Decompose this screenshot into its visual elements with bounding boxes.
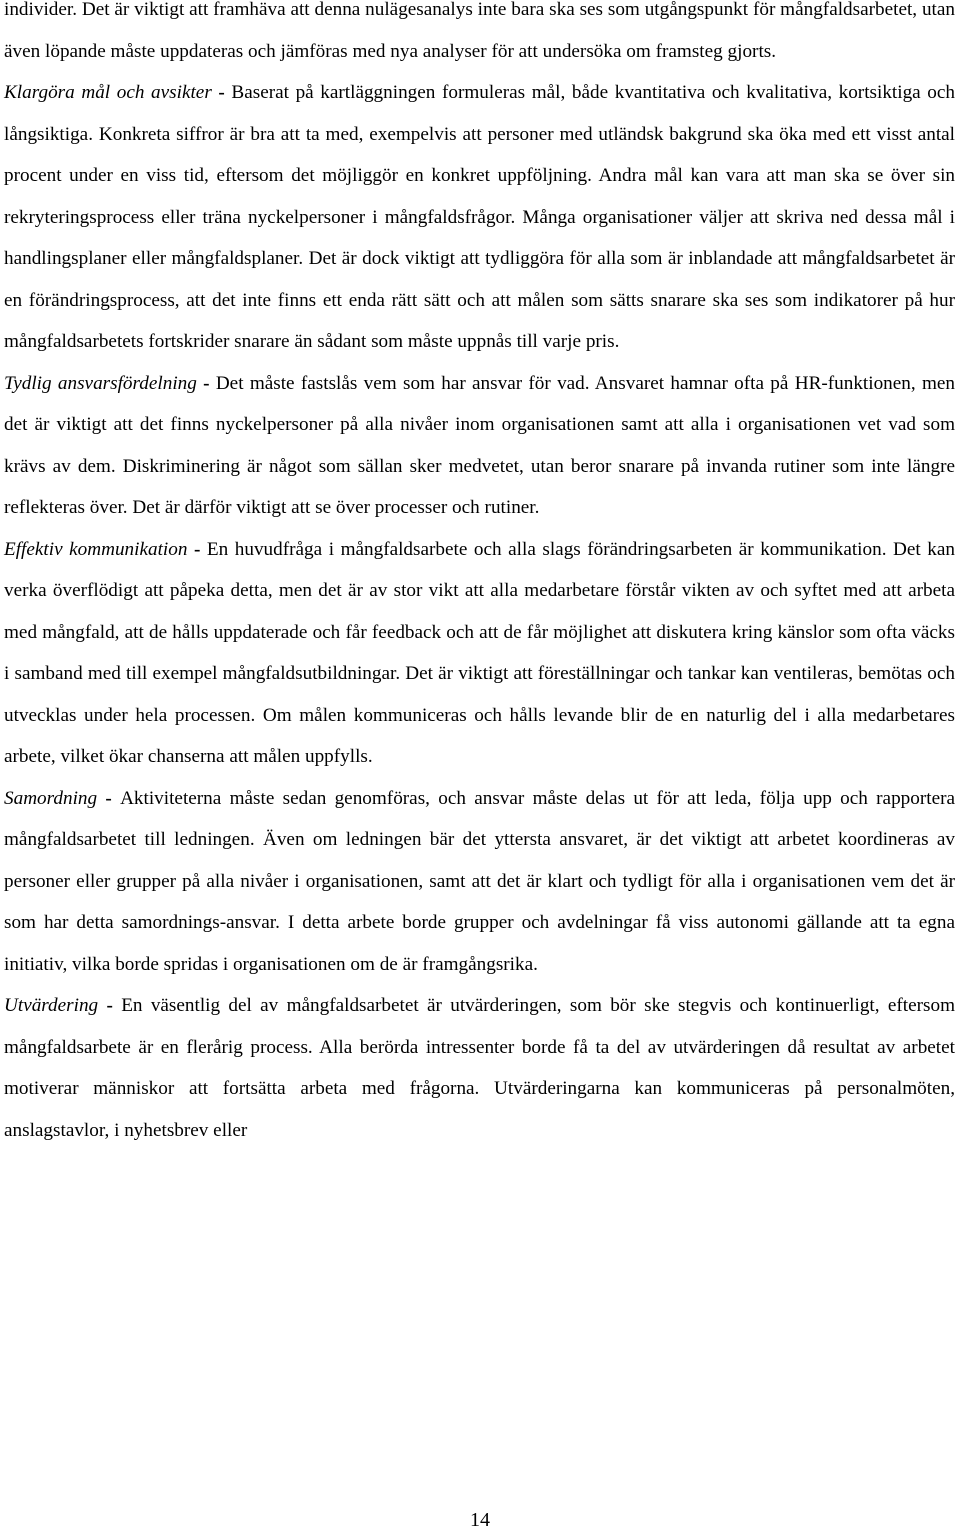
term-dash: -: [98, 995, 122, 1016]
paragraph-effektiv-kommunikation: [4, 529, 955, 778]
page-number: 14: [470, 1509, 490, 1531]
paragraph-utvardering: [4, 985, 955, 1151]
paragraph-text: individer. Det är viktigt att framhäva att denna nulägesanalys inte bara ska ses som utgångspunkt för mångfaldsarbetet, utan även löpande måste uppdateras och jämföras med nya analyser för att undersöka om framsteg gjorts.: [4, 0, 955, 62]
paragraph-term: Effektiv kommunikation: [4, 538, 188, 560]
paragraph-text: Aktiviteterna måste sedan genomföras, och ansvar måste delas ut för att leda, följa upp och rapportera mångfaldsarbetet till ledningen. Även om ledningen bär det yttersta ansvaret, är det viktigt att arbetet koordineras av personer eller grupper på alla nivåer i organisationen, samt att det är klart och tydligt för alla i organisationen vem det är som har detta samordnings-ansvar. I detta arbete borde grupper och avdelningar få viss autonomi gällande att ta egna initiativ, vilka borde spridas i organisationen om de är framgångsrika.: [4, 787, 955, 975]
paragraph-text: En väsentlig del av mångfaldsarbetet är utvärderingen, som bör ske stegvis och kontinuerligt, eftersom mångfaldsarbete är en flerårig process. Alla berörda intressenter borde få ta del av utvärderingen då resultat av arbetet motiverar människor att fortsätta arbeta med frågorna. Utvärderingarna kan kommuniceras på personalmöten, anslagstavlor, i nyhetsbrev eller: [4, 995, 955, 1141]
paragraph-term: Samordning: [4, 787, 98, 809]
paragraph-term: Tydlig ansvarsfördelning: [4, 372, 197, 394]
paragraph-term: Utvärdering: [4, 995, 99, 1016]
paragraph-text: En huvudfråga i mångfaldsarbete och alla slags förändringsarbeten är kommunikation. Det kan verka överflödigt att påpeka detta, men det är av stor vikt att alla medarbetare förstår vikten av och syftet med att arbeta med mångfald, att de hålls uppdaterade och får feedback och att de får möjlighet att diskutera kring känslor som ofta väcks i samband med till exempel mångfaldsutbildningar. Det är viktigt att föreställningar och tankar kan ventileras, bemötas och utvecklas under hela processen. Om målen kommuniceras och hålls levande blir de en naturlig del i alla medarbetares arbete, vilket ökar chanserna att målen uppfylls.: [4, 538, 955, 767]
paragraph-text: Baserat på kartläggningen formuleras mål, både kvantitativa och kvalitativa, kortsiktiga och långsiktiga. Konkreta siffror är bra att ta med, exempelvis att personer med utländsk bakgrund ska öka med ett visst antal procent under en viss tid, eftersom det möjliggör en konkret uppföljning. Andra mål kan vara att man ska se över sin rekryteringsprocess eller träna nyckelpersoner i mångfaldsfrågor. Många organisationer väljer att skriva ned dessa mål i handlingsplaner eller mångfaldsplaner. Det är dock viktigt att tydliggöra för alla som är inblandade att mångfaldsarbetet är en förändringsprocess, att det inte finns ett enda rätt sätt och att målen som sätts snarare ska ses som indikatorer på hur mångfaldsarbetets fortskrider snarare än sådant som måste uppnås till varje pris.: [4, 82, 956, 352]
document-page: [4, 0, 955, 1151]
term-dash: -: [211, 82, 232, 103]
paragraph-klargora-mal: [4, 72, 955, 363]
term-dash: -: [196, 372, 216, 394]
paragraph-text: Det måste fastslås vem som har ansvar för vad. Ansvaret hamnar ofta på HR-funktionen, men det är viktigt att det finns nyckelpersoner på alla nivåer inom organisationen samt att alla i organisationen vet vad som krävs av dem. Diskriminering är något som sällan sker medvetet, utan beror snarare på invanda rutiner som inte längre reflekteras över. Det är därför viktigt att se över processer och rutiner.: [4, 372, 956, 518]
paragraph-intro-continuation: [4, 0, 955, 72]
paragraph-samordning: [4, 778, 955, 986]
paragraph-term: Klargöra mål och avsikter: [4, 82, 212, 103]
term-dash: -: [187, 538, 207, 560]
paragraph-tydlig-ansvarsfordelning: [4, 363, 955, 529]
term-dash: -: [97, 787, 121, 809]
